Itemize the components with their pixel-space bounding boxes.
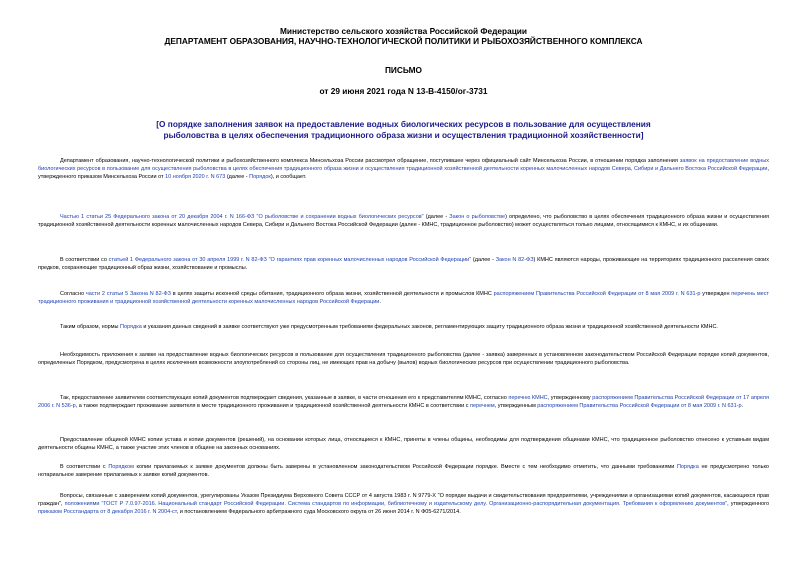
paragraph-text: .: [741, 403, 744, 410]
paragraph-8: [38, 436, 769, 452]
ministry-name: Министерство сельского хозяйства Российской Федерации: [280, 26, 527, 36]
paragraph-text: не предусмотрено только нотариальное заверение прилагаемых к заявке копий документов.: [38, 464, 769, 479]
document-link[interactable]: Порядок: [249, 174, 271, 181]
document-link[interactable]: перечню КМНС: [508, 395, 548, 401]
document-link[interactable]: Закон N 82-ФЗ: [495, 257, 534, 263]
document-link[interactable]: 10 ноября 2020 г. N 673: [165, 174, 226, 181]
paragraph-text: ) КМНС являются народы, проживающие на территориях традиционного расселения своих предков, сохраняющие традиционный образ жизни, хозяйствование и промыслы.: [38, 257, 770, 272]
paragraph-text: ), и сообщает.: [270, 174, 307, 181]
paragraph-text: .: [379, 299, 381, 306]
paragraph-text: (далее -: [471, 257, 496, 263]
paragraph-text: , и постановлением Федерального арбитражного суда Московского округа от 26 июня 2014 г. N Ф05-6271/2014.: [176, 509, 461, 516]
paragraph-7: [38, 394, 769, 410]
document-link[interactable]: Закон о рыболовстве: [449, 214, 506, 220]
paragraph-2: [38, 213, 769, 229]
document-link[interactable]: Порядком: [108, 464, 134, 470]
document-link[interactable]: части 2 статьи 5 Закона N 82-ФЗ: [85, 291, 171, 297]
paragraph-text: Вопросы, связанные с заверением копий документов, урегулированы Указом Президиума Верховного Совета СССР от 4 августа 1983 г. N 9779-X "О порядке выдачи и свидетельствования предприятиями, учреждениями и организациями копий документов, касающихся прав граждан",: [38, 493, 769, 508]
paragraph-text: , а также подтверждает проживание заявителя в месте традиционного проживания и традиционной хозяйственной деятельности КМНС в соответствии с: [75, 403, 470, 410]
paragraph-text: копии прилагаемых к заявке документов должны быть заверены в установленном законодательством Российской Федерации порядке. Вместе с тем необходимо отметить, что данными требованиями: [133, 464, 677, 470]
paragraph-4: [38, 290, 769, 306]
paragraph-text: ) определено, что рыболовство в целях обеспечения традиционного образа жизни и осуществления традиционной хозяйственной деятельности коренных малочисленных народов Севера, Сибири и Дальнего Востока Российской Федерации (далее - КМНС, традиционное рыболовство) может осуществляться только лицами, относящимися к КМНС, и их общинами.: [38, 214, 769, 229]
paragraph-text: в целях защиты исконной среды обитания, традиционного образа жизни, хозяйственной деятельности и промыслов КМНС: [170, 291, 494, 297]
paragraph-9: [38, 463, 769, 479]
paragraph-text: утвержден: [700, 291, 732, 297]
document-link[interactable]: перечень мест традиционного проживания и традиционной хозяйственной деятельности коренных малочисленных народов Российской Федерации: [38, 291, 769, 306]
paragraph-5: [38, 323, 769, 331]
document-link[interactable]: положениями "ГОСТ Р 7.0.97-2016. Национальный стандарт Российской Федерации. Система стандартов по информации, библиотечному и издательскому делу. Организационно-распорядительная документация. Требования к оформлению документов": [64, 501, 728, 508]
paragraph-text: , утвержденному: [547, 395, 593, 401]
document-link[interactable]: Порядка: [120, 324, 142, 330]
document-type: ПИСЬМО: [384, 65, 423, 75]
paragraph-text: Департамент образования, научно-технологической политики и рыбохозяйственного комплекса Минсельхоза России рассмотрел обращение, поступившее через официальный сайт Минсельхоза России, в отношении порядка заполнения: [60, 158, 680, 164]
paragraph-text: Таким образом, нормы: [60, 324, 120, 330]
document-link[interactable]: распоряжением Правительства Российской Федерации от 17 апреля 2006 г. N 536-р: [38, 395, 769, 410]
paragraph-6: [38, 351, 769, 367]
paragraph-text: (далее -: [423, 214, 450, 220]
paragraph-text: , утвержденным: [494, 403, 538, 410]
department-name: ДЕПАРТАМЕНТ ОБРАЗОВАНИЯ, НАУЧНО-ТЕХНОЛОГИЧЕСКОЙ ПОЛИТИКИ И РЫБОХОЗЯЙСТВЕННОГО КОМПЛЕКСА: [164, 36, 643, 46]
paragraph-text: В соответствии со: [60, 257, 109, 263]
document-date-number: от 29 июня 2021 года N 13-В-4150/ог-3731: [319, 86, 488, 96]
paragraph-1: [38, 157, 769, 181]
document-link[interactable]: заявок на предоставление водных биологических ресурсов в пользование для осуществления рыболовства в целях обеспечения традиционного образа жизни и осуществления традиционной хозяйственной деятельности коренных малочисленных народов Севера, Сибири и Дальнего Востока Российской Федерации: [38, 158, 770, 173]
document-link[interactable]: статьей 1 Федерального закона от 30 апреля 1999 г. N 82-ФЗ "О гарантиях прав коренных малочисленных народов Российской Федерации": [108, 257, 472, 263]
paragraph-10: [38, 492, 769, 516]
paragraph-text: В соответствии с: [60, 464, 109, 470]
paragraph-text: , утвержденного: [727, 501, 770, 508]
paragraph-3: [38, 256, 769, 272]
document-link[interactable]: приказом Росстандарта от 8 декабря 2016 г. N 2004-ст: [38, 509, 177, 516]
paragraph-text: Так, предоставление заявителем соответствующих копий документов подтверждает сведения, указанные в заявке, в части отношения его к представителям КМНС, согласно: [60, 395, 509, 401]
document-link[interactable]: Порядка: [676, 464, 699, 470]
document-link[interactable]: Частью 1 статьи 25 Федерального закона от 20 декабря 2004 г. N 166-ФЗ "О рыболовстве и сохранении водных биологических ресурсов": [60, 214, 424, 220]
paragraph-text: Предоставление общиной КМНС копии устава и копии документов (решений), на основании которых лица, относящиеся к КМНС, приняты в члены общины, необходимы для подтверждения общинами КМНС, что традиционное рыболовство отнесено к уставным видам деятельности общины КМНС, а также участие этих членов в общине на законных основаниях.: [38, 437, 769, 452]
document-link[interactable]: распоряжением Правительства Российской Федерации от 8 мая 2009 г. N 631-р: [537, 403, 742, 410]
paragraph-text: , утвержденного приказом Минсельхоза России от: [38, 166, 769, 181]
paragraph-text: Необходимость приложения к заявке на предоставление водных биологических ресурсов в пользование для осуществления традиционного рыболовства (далее - заявка) заверенных в установленном законодательством Российской Федерации порядке копий документов, определенных Порядком, предусмотрена в целях исключения возможности злоупотреблений со стороны лиц, не имеющих прав на добычу (вылов) водных биологических ресурсов при осуществлении традиционного рыболовства.: [38, 352, 769, 367]
document-link[interactable]: распоряжением Правительства Российской Федерации от 8 мая 2009 г. N 631-р: [493, 291, 701, 297]
document-subject: [О порядке заполнения заявок на предоставление водных биологических ресурсов в пользование для осуществления рыболовства в целях обеспечения традиционного образа жизни и осуществления традиционной хозяйственности]: [156, 119, 651, 140]
paragraph-text: Согласно: [60, 291, 86, 297]
document-link[interactable]: перечнем: [469, 403, 495, 410]
paragraph-text: (далее -: [225, 174, 250, 181]
paragraph-text: и указания данных сведений в заявке соответствуют уже предусмотренным требованиям федеральных законов, регламентирующих защиту традиционного образа жизни и традиционной хозяйственной деятельности КМНС.: [141, 324, 718, 330]
